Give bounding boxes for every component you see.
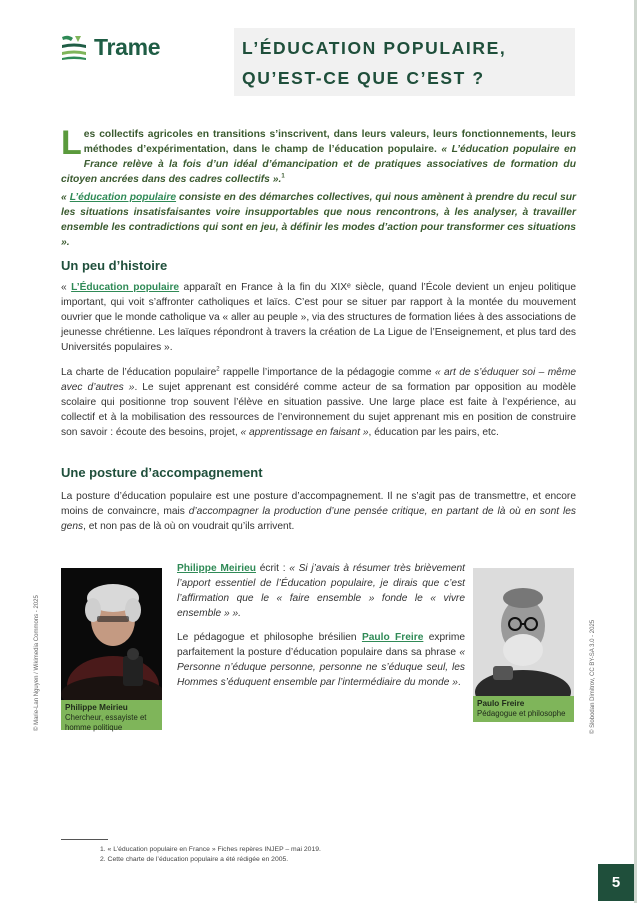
history-p2-quote-2: « apprentissage en faisant » <box>240 427 369 438</box>
freire-caption-role: Pédagogue et philosophe <box>477 709 566 718</box>
footnotes <box>100 845 321 865</box>
education-populaire-link[interactable]: L’éducation populaire <box>69 192 177 203</box>
footnote-ref-1[interactable]: 1 <box>281 173 285 180</box>
posture-p1-a: La posture d’éducation populaire est une posture d’accompagnement. Il ne s’agit pas de transmettre, et encore moins de convaincre, mais <box>61 491 576 517</box>
freire-portrait-image <box>473 568 574 696</box>
trame-logo <box>60 33 160 61</box>
history-paragraph-1 <box>61 280 576 355</box>
meirieu-caption-role: Chercheur, essayiste et homme politique <box>65 713 147 732</box>
intro-p1-text: es collectifs agricoles en transitions s’inscrivent, dans leurs valeurs, leurs fonctionnements, leurs méthodes d’expérimentation, dans le champ de l’éducation populaire. <box>83 129 576 155</box>
freire-caption <box>473 696 574 722</box>
meirieu-caption-name: Philippe Meirieu <box>65 703 128 712</box>
history-heading: Un peu d’histoire <box>61 258 168 273</box>
freire-photo <box>473 568 574 696</box>
history-paragraph-2 <box>61 365 576 440</box>
history-p2-a: La charte de l’éducation populaire <box>61 367 217 378</box>
history-p2-d: , éducation par les pairs, etc. <box>368 427 499 438</box>
freire-intro-b: exprime parfaitement la posture d’éducation populaire dans sa phrase <box>177 632 465 658</box>
history-p2-c: . Le sujet apprenant est considéré comme acteur de sa formation par opposition au modèle scolaire qui positionne trop souvent l’élève en situation passive. Une large place est faite à l’expérience, au collectif et à la mobilisation des ressources de l’environnement du sujet apprenant mis en position de construire son savoir : écoute des besoins, projet, <box>61 382 576 438</box>
intro-block <box>61 124 576 253</box>
quote-block <box>177 561 465 699</box>
posture-p1-b: , et non pas de là où on voudrait qu’ils arrivent. <box>83 521 295 532</box>
posture-paragraph <box>61 489 576 534</box>
footnote-ref-2[interactable]: 2 <box>216 366 220 373</box>
history-p2-quote-1: « art de s’éduquer soi – même avec d’autres » <box>61 367 576 393</box>
meirieu-portrait-image <box>61 568 162 700</box>
intro-paragraph-2 <box>61 190 576 250</box>
right-photo-credit: © Slobodan Dimitrov, CC BY-SA 3.0 - 2025 <box>590 619 596 734</box>
page-title-line-1: L’ÉDUCATION POPULAIRE, <box>242 38 507 58</box>
history-p1-text: apparaît en France à la fin du XIXᵉ siècle, quand l’École devient un enjeu politique important, qui voit s’affronter catholiques et laïcs. C’est pour se situer par rapport à la montée du mouvement ouvrier que le monde catholique va « aller au peuple », via des structures de formation liées à des associations de jeunesse chrétienne. Les laïques répondront à travers la création de La Ligue de l’Enseignement, et plus tard des Universités populaires ». <box>61 282 577 353</box>
meirieu-caption <box>61 700 162 730</box>
page-title-line-2: QU’EST-CE QUE C’EST ? <box>242 68 485 88</box>
footnote-1: 1. « L’éducation populaire en France » Fiches repères INJEP – mai 2019. <box>100 846 321 853</box>
freire-link[interactable]: Paulo Freire <box>361 632 424 643</box>
intro-p2-text: consiste en des démarches collectives, qui nous amènent à prendre du recul sur les situations insatisfaisantes voire insupportables que nous rencontrons, à les analyser, à travailler ensemble les contradictions qui sont en jeu, à définir les modes d’action pour transformer ces situations ». <box>61 192 576 248</box>
freire-end: . <box>457 677 461 688</box>
trame-logo-icon <box>60 33 88 61</box>
footnote-divider <box>61 839 108 840</box>
meirieu-photo <box>61 568 162 700</box>
intro-p2-open: « <box>61 192 70 203</box>
footnote-2: 2. Cette charte de l’éducation populaire a été rédigée en 2005. <box>100 856 289 863</box>
page-number: 5 <box>598 864 634 901</box>
title-box <box>234 28 575 96</box>
posture-heading: Une posture d’accompagnement <box>61 465 263 480</box>
freire-quote-paragraph <box>177 630 465 690</box>
posture-p1-italic: d’accompagner la production d’une pensée critique, en partant de là où en sont les gens <box>61 506 576 532</box>
left-photo-credit: © Marie-Lan Nguyen / Wikimedia Commons - 2025 <box>34 595 40 731</box>
education-populaire-history-link[interactable]: L’Éducation populaire <box>71 282 180 293</box>
freire-quote: « Personne n’éduque personne, personne ne s’éduque seul, les Hommes s’éduquent ensemble par l’intermédiaire du monde » <box>177 647 465 688</box>
dropcap: L <box>61 124 82 162</box>
freire-caption-name: Paulo Freire <box>477 699 525 708</box>
logo-text: Trame <box>94 33 161 60</box>
meirieu-link[interactable]: Philippe Meirieu <box>177 563 257 574</box>
meirieu-intro: écrit : <box>256 563 290 574</box>
history-p2-b: rappelle l’importance de la pédagogie comme <box>219 367 435 378</box>
meirieu-quote: « Si j’avais à résumer très brièvement l’apport essentiel de l’Éducation populaire, je dirais que c’est l’affirmation que le « faire ensemble » fonde le « vivre ensemble » ». <box>177 563 465 619</box>
meirieu-quote-paragraph <box>177 561 465 621</box>
intro-paragraph-1 <box>61 124 576 187</box>
freire-intro-a: Le pédagogue et philosophe brésilien <box>177 632 362 643</box>
history-p1-open: « <box>61 282 72 293</box>
intro-p1-quote: « L’éducation populaire en France relève à la fois d’un idéal d’émancipation et de pratiques associatives de formation du citoyen ancrées dans des cadres collectifs ». <box>61 144 576 185</box>
